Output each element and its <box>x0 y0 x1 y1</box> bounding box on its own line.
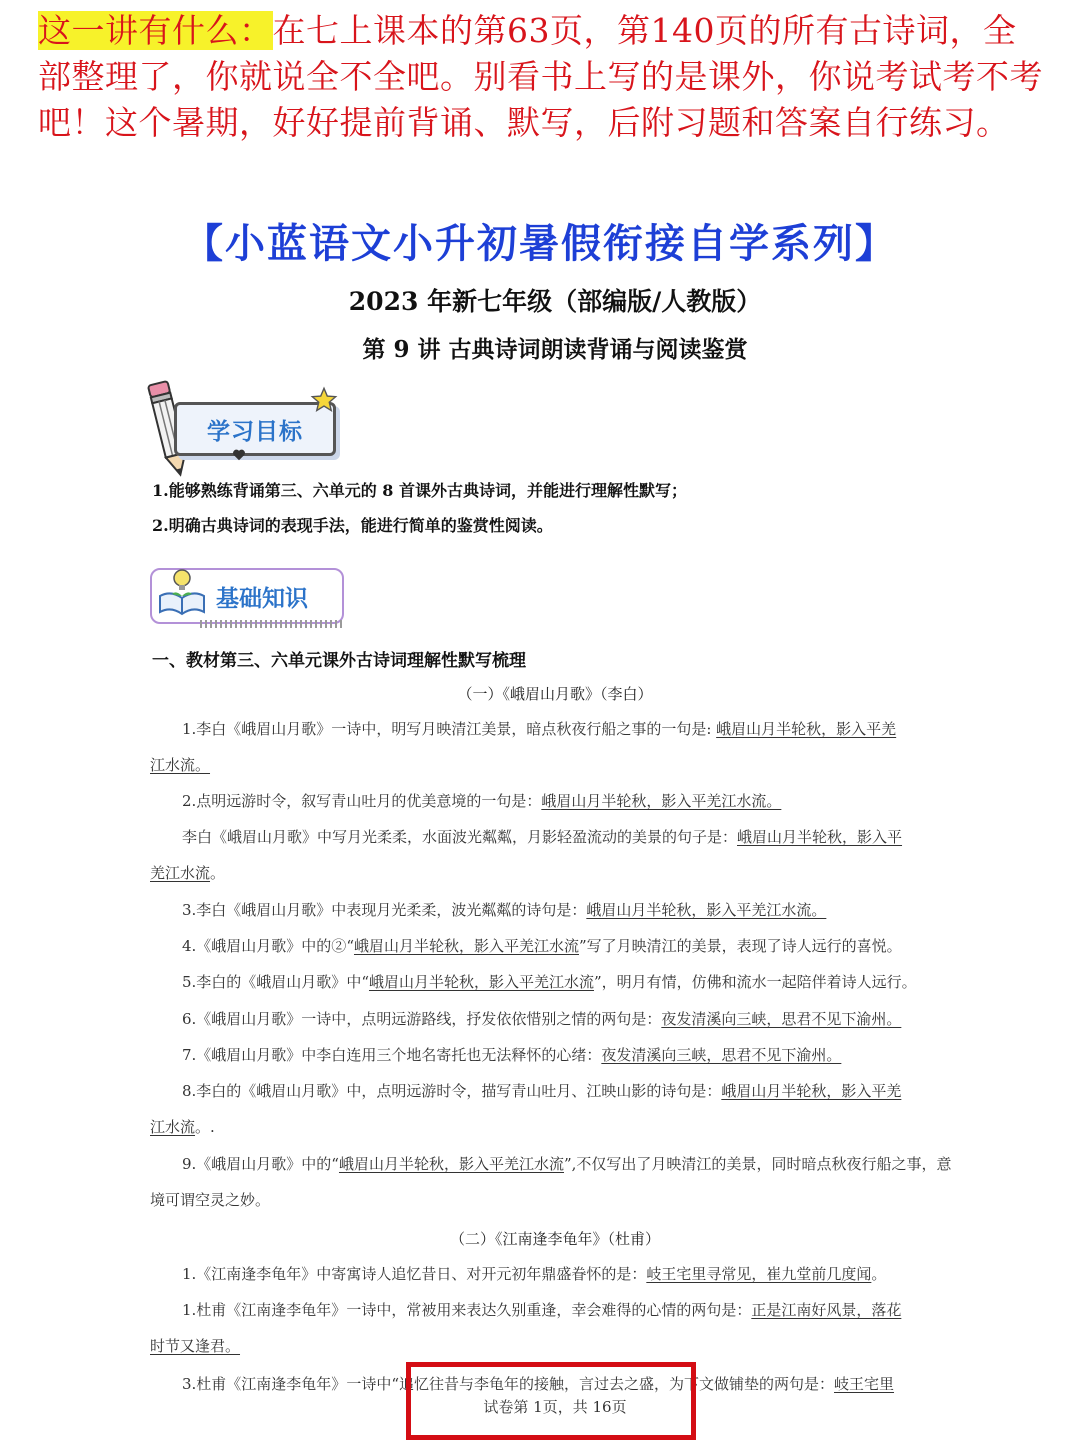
poem1-item-2: 2.点明远游时令，叙写青山吐月的优美意境的一句是：峨眉山月半轮秋，影入平羌江水流。 <box>182 792 782 810</box>
poem1-item-8: 8.李白的《峨眉山月歌》中，点明远游时令，描写青山吐月、江映山影的诗句是：峨眉山月半轮秋，影入平羌 江水流。. <box>150 1082 902 1136</box>
intro-text: 在七上课本的第63页，第140页的所有古诗词，全部整理了，你就说全不全吧。别看书上写的是课外，你说考试考不考吧！这个暑期，好好提前背诵、默写，后附习题和答案自行练习。 <box>38 11 1043 142</box>
poem1-item-4: 4.《峨眉山月歌》中的②“峨眉山月半轮秋，影入平羌江水流”写了月映清江的美景，表现了诗人远行的喜悦。 <box>182 937 902 955</box>
lesson-title: 第 9 讲 古典诗词朗读背诵与阅读鉴赏 <box>362 336 748 363</box>
poem2-item-1: 1.《江南逢李龟年》中寄寓诗人追忆昔日、对开元初年鼎盛眷怀的是：岐王宅里寻常见，崔九堂前几度闻。 <box>182 1265 887 1283</box>
goal-2: 2.明确古典诗词的表现手法，能进行简单的鉴赏性阅读。 <box>152 516 553 535</box>
red-highlight-box <box>406 1362 696 1440</box>
series-title: 【小蓝语文小升初暑假衔接自学系列】 <box>183 221 897 267</box>
poem1-item-3: 3.李白《峨眉山月歌》中表现月光柔柔，波光粼粼的诗句是：峨眉山月半轮秋，影入平羌江水流。 <box>182 901 827 919</box>
poem1-item-1: 1.李白《峨眉山月歌》一诗中，明写月映清江美景，暗点秋夜行船之事的一句是: 峨眉山月半轮秋，影入平羌 江水流。 <box>150 720 897 774</box>
poem1-title: （一）《峨眉山月歌》（李白） <box>457 685 653 703</box>
poem1-item-9: 9.《峨眉山月歌》中的“峨眉山月半轮秋，影入平羌江水流”,不仅写出了月映清江的美景，同时暗点秋夜行船之事，意境可谓空灵之妙。 <box>150 1155 952 1209</box>
intro-paragraph <box>38 8 1048 146</box>
badge-stripes <box>200 620 344 628</box>
poem1-item-5: 5.李白的《峨眉山月歌》中“峨眉山月半轮秋，影入平羌江水流”，明月有情，仿佛和流水一起陪伴着诗人远行。 <box>182 973 917 991</box>
poem2-item-3: 3.杜甫《江南逢李龟年》一诗中“追忆往昔与李龟年的接触，言过去之盛，为下文做铺垫的两句是：岐王宅里 <box>182 1375 895 1393</box>
poem1-item-7: 7.《峨眉山月歌》中李白连用三个地名寄托也无法释怀的心绪：夜发清溪向三峡，思君不见下渝州。 <box>182 1046 842 1064</box>
basic-knowledge-label: 基础知识 <box>216 585 308 612</box>
poem1-item-6: 6.《峨眉山月歌》一诗中，点明远游路线，抒发依依惜别之情的两句是：夜发清溪向三峡，思君不见下渝州。 <box>182 1010 902 1028</box>
learning-goals-badge: 学习目标 <box>174 402 336 456</box>
intro-highlight: 这一讲有什么： <box>38 11 273 50</box>
poem2-item-2: 1.杜甫《江南逢李龟年》一诗中，常被用来表达久别重逢，幸会难得的心情的两句是：正是江南好风景，落花 时节又逢君。 <box>150 1301 902 1355</box>
page-footer: 试卷第 1页，共 16页 <box>483 1398 627 1416</box>
section-title: 一、教材第三、六单元课外古诗词理解性默写梳理 <box>152 651 526 671</box>
grade-title: 2023 年新七年级（部编版/人教版） <box>348 287 762 316</box>
heart-icon <box>232 448 246 462</box>
poem1-item-2b: 李白《峨眉山月歌》中写月光柔柔，水面波光粼粼，月影轻盈流动的美景的句子是：峨眉山月半轮秋，影入平 羌江水流。 <box>150 828 903 882</box>
book-bulb-icon <box>156 566 208 618</box>
poem2-title: （二）《江南逢李龟年》（杜甫） <box>449 1230 660 1248</box>
goal-1: 1.能够熟练背诵第三、六单元的 8 首课外古典诗词，并能进行理解性默写； <box>152 481 687 500</box>
star-icon <box>310 386 338 414</box>
